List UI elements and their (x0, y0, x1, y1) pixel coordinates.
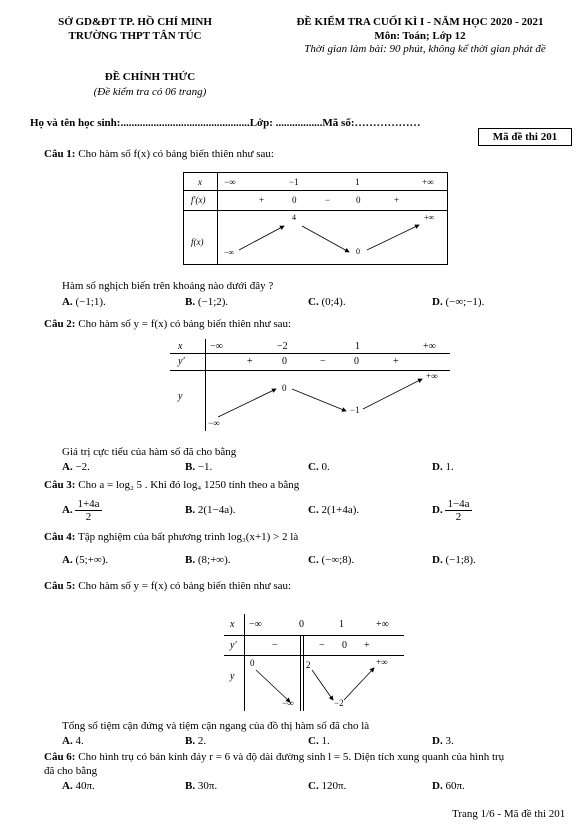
option-b[interactable]: B. 2. (185, 735, 207, 747)
x-value: +∞ (376, 619, 389, 630)
variation-arrows (224, 614, 404, 711)
option-a[interactable]: A. −2. (62, 461, 90, 473)
option-a[interactable]: A. $\frac{1+4a}{2}$ (62, 498, 100, 523)
x-value: 1 (355, 341, 360, 352)
sign: 0 (292, 195, 297, 205)
y-value: 0 (282, 383, 287, 393)
question-6 (44, 751, 504, 763)
question-1 (44, 148, 274, 160)
sign: + (393, 356, 399, 367)
sign: + (394, 195, 400, 205)
x-value: −∞ (210, 341, 223, 352)
x-row-label: x (178, 341, 183, 352)
question-text: Cho hàm số y = f(x) có bảng biến thiên như sau: (78, 580, 292, 592)
option-a[interactable]: A. (5;+∞). (62, 554, 109, 566)
f-row-label: f(x) (191, 237, 204, 247)
option-d[interactable]: D. (−1;8). (432, 554, 476, 566)
question-text-continued: đã cho bằng (44, 765, 98, 777)
y-value: −∞ (282, 698, 294, 708)
variation-table-2 (170, 339, 450, 431)
option-a[interactable]: A. (−1;1). (62, 296, 106, 308)
question-prompt: Giá trị cực tiểu của hàm số đã cho bằng (62, 446, 237, 458)
option-d[interactable]: D. (−∞;−1). (432, 296, 485, 308)
variation-arrows (170, 339, 450, 431)
x-value: +∞ (422, 177, 434, 187)
question-label: Câu 1: (44, 148, 76, 160)
option-c[interactable]: C. 0. (308, 461, 330, 473)
sign: 0 (342, 640, 347, 651)
x-row-label: x (198, 177, 202, 187)
x-value: 1 (339, 619, 344, 630)
x-value: −1 (289, 177, 299, 187)
official-label: ĐỀ CHÍNH THỨC (104, 71, 196, 83)
x-row-label: x (230, 619, 235, 630)
question-3 (44, 479, 299, 491)
department-name: SỞ GD&ĐT TP. HỒ CHÍ MINH (58, 16, 212, 28)
option-c[interactable]: C. 2(1+4a). (308, 504, 360, 516)
option-b[interactable]: B. 2(1−4a). (185, 504, 236, 516)
y-row-label: y (178, 391, 183, 402)
yprime-row-label: y′ (178, 356, 185, 367)
x-value: 1 (355, 177, 360, 187)
sign: 0 (354, 356, 359, 367)
question-4 (44, 531, 298, 543)
question-2 (44, 318, 291, 330)
question-label: Câu 3: (44, 479, 76, 491)
option-a[interactable]: A. 4. (62, 735, 84, 747)
y-row-label: y (230, 671, 235, 682)
question-text: Cho a = log₂ 5 . Khi đó log₄ 1250 tính theo a bằng (78, 479, 300, 491)
y-value: −2 (334, 698, 344, 708)
f-value: +∞ (424, 213, 435, 222)
pages-note: (Đề kiểm tra có 06 trang) (93, 86, 207, 98)
x-value: −∞ (224, 177, 236, 187)
variation-arrows (184, 173, 447, 264)
exam-time: Thời gian làm bài: 90 phút, không kể thời gian phát đề (304, 43, 546, 55)
option-d[interactable]: D. 1. (432, 461, 454, 473)
yprime-row-label: y′ (230, 640, 237, 651)
sign: + (259, 195, 265, 205)
x-value: +∞ (423, 341, 436, 352)
option-b[interactable]: B. 30π. (185, 780, 218, 792)
school-name: TRƯỜNG THPT TÂN TÚC (68, 30, 202, 42)
option-c[interactable]: C. (0;4). (308, 296, 346, 308)
sign: − (320, 356, 326, 367)
sign: + (247, 356, 253, 367)
y-value: −1 (350, 405, 360, 415)
exam-code-box: Mã đề thi 201 (478, 128, 572, 146)
sign: + (364, 640, 370, 651)
exam-title: ĐỀ KIỂM TRA CUỐI KÌ I - NĂM HỌC 2020 - 2021 (296, 16, 544, 28)
y-value: +∞ (426, 371, 438, 381)
option-a[interactable]: A. 40π. (62, 780, 95, 792)
question-prompt: Tổng số tiệm cận đứng và tiệm cận ngang của đồ thị hàm số đã cho là (62, 720, 370, 732)
variation-table-3 (224, 614, 404, 711)
question-text: Cho hàm số y = f(x) có bảng biến thiên như sau: (78, 318, 292, 330)
option-b[interactable]: B. (−1;2). (185, 296, 229, 308)
question-label: Câu 2: (44, 318, 76, 330)
option-c[interactable]: C. (−∞;8). (308, 554, 355, 566)
option-d[interactable]: D. $\frac{1-4a}{2}$ (432, 498, 470, 523)
variation-table-1 (183, 172, 448, 265)
exam-subject: Môn: Toán; Lớp 12 (374, 30, 466, 42)
y-value: +∞ (376, 657, 388, 667)
sign: − (325, 195, 331, 205)
question-text: Cho hàm số f(x) có bảng biến thiên như sau: (78, 148, 274, 160)
page-footer: Trang 1/6 - Mã đề thi 201 (452, 808, 566, 820)
option-c[interactable]: C. 120π. (308, 780, 347, 792)
option-b[interactable]: B. −1. (185, 461, 213, 473)
option-c[interactable]: C. 1. (308, 735, 330, 747)
question-text: Cho hình trụ có bán kính đáy r = 6 và độ dài đường sinh l = 5. Diện tích xung quanh của hình trụ (78, 751, 505, 763)
f-value: −∞ (224, 248, 235, 257)
option-d[interactable]: D. 60π. (432, 780, 465, 792)
sign: 0 (356, 195, 361, 205)
f-value: 4 (292, 213, 296, 222)
x-value: −∞ (249, 619, 262, 630)
sign: − (272, 640, 278, 651)
question-text: Tập nghiệm của bất phương trình log₃(x+1) > 2 là (78, 531, 299, 543)
option-d[interactable]: D. 3. (432, 735, 454, 747)
option-b[interactable]: B. (8;+∞). (185, 554, 231, 566)
question-label: Câu 4: (44, 531, 76, 543)
f-value: 0 (356, 247, 360, 256)
x-value: 0 (299, 619, 304, 630)
fprime-row-label: f′(x) (191, 195, 206, 205)
y-value: 2 (306, 660, 311, 670)
question-label: Câu 5: (44, 580, 76, 592)
y-value: 0 (250, 658, 255, 668)
sign: 0 (282, 356, 287, 367)
question-5 (44, 580, 291, 592)
y-value: −∞ (208, 418, 220, 428)
question-label: Câu 6: (44, 751, 76, 763)
question-prompt: Hàm số nghịch biến trên khoảng nào dưới đây ? (62, 280, 274, 292)
x-value: −2 (277, 341, 288, 352)
sign: − (319, 640, 325, 651)
student-info-line: Họ và tên học sinh:...............................................Lớp: .................Mã số:……………… (30, 117, 421, 129)
